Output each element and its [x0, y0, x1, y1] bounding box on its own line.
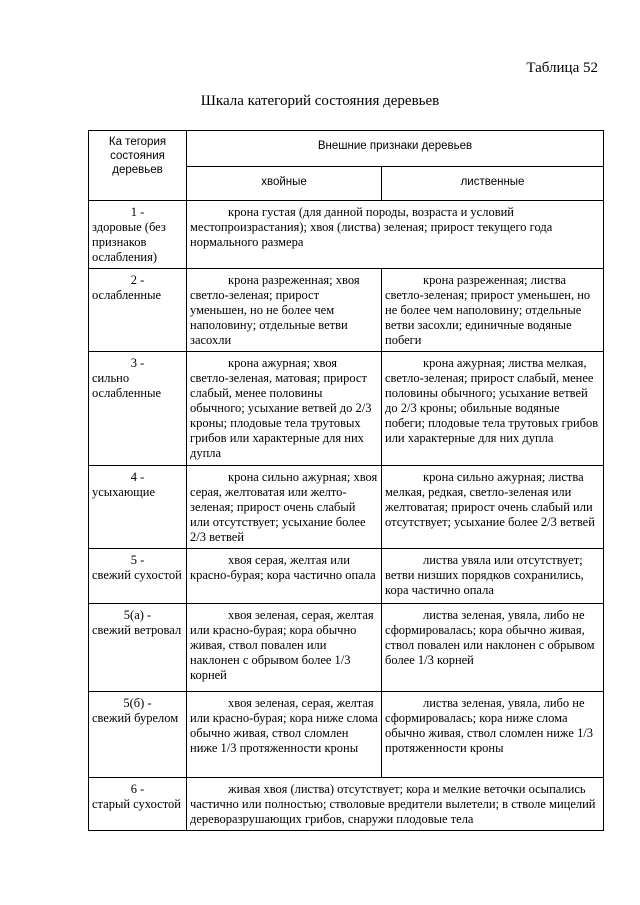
deciduous-cell: листва увяла или отсутствует; ветви низших порядков сохранились, кора частично опала — [382, 549, 604, 604]
conifer-cell: хвоя зеленая, серая, желтая или красно-бурая; кора обычно живая, ствол повален или наклонен с обрывом более 1/3 корней — [187, 604, 382, 692]
description-cell: живая хвоя (листва) отсутствует; кора и мелкие веточки осыпались частично или полностью; стволовые вредители вылетели; в стволе мицелий дереворазрушающих грибов, снаружи плодовые тела — [187, 778, 604, 831]
header-row — [89, 131, 604, 167]
deciduous-cell: крона сильно ажурная; листва мелкая, редкая, светло-зеленая или желтоватая; прирост очень слабый или отсутствует; усыхание более 2/3 ветвей — [382, 466, 604, 549]
category-number: 3 - — [130, 356, 145, 370]
table-row — [89, 604, 604, 692]
category-name: усыхающие — [92, 485, 156, 499]
conifer-header: хвойные — [187, 167, 382, 201]
table-row — [89, 466, 604, 549]
table-row — [89, 549, 604, 604]
category-name: старый сухостой — [92, 797, 181, 811]
category-header: Ка тегория состояния деревьев — [89, 131, 187, 201]
signs-header: Внешние признаки деревьев — [187, 131, 604, 167]
category-cell — [89, 352, 187, 466]
table-number-label: Таблица 52 — [526, 60, 598, 76]
table-row — [89, 201, 604, 269]
category-cell — [89, 269, 187, 352]
category-cell — [89, 604, 187, 692]
category-name: здоровые (без признаков ослабления) — [92, 220, 166, 264]
deciduous-cell: крона разреженная; листва светло-зеленая; прирост уменьшен, но не более чем наполовину; отдельные ветви засохли; единичные водяные побеги — [382, 269, 604, 352]
description-cell: крона густая (для данной породы, возраста и условий местопроизрастания); хвоя (листва) зеленая; прирост текущего года нормального размера — [187, 201, 604, 269]
table-title: Шкала категорий состояния деревьев — [200, 93, 440, 109]
category-number: 5 - — [130, 553, 145, 567]
category-name: свежий сухостой — [92, 568, 182, 582]
conifer-cell: хвоя зеленая, серая, желтая или красно-бурая; кора ниже слома обычно живая, ствол сломлен ниже 1/3 протяженности кроны — [187, 692, 382, 778]
category-number: 1 - — [130, 205, 145, 219]
conifer-cell: крона ажурная; хвоя светло-зеленая, матовая; прирост слабый, менее половины обычного; усыхание ветвей до 2/3 кроны; плодовые тела трутовых грибов или характерные для них дупла — [187, 352, 382, 466]
deciduous-cell: листва зеленая, увяла, либо не сформировалась; кора обычно живая, ствол повален или наклонен с обрывом более 1/3 корней — [382, 604, 604, 692]
category-number: 2 - — [130, 273, 145, 287]
category-number: 5(а) - — [123, 608, 152, 622]
table-row — [89, 269, 604, 352]
condition-scale-table — [88, 130, 604, 831]
category-name: свежий ветровал — [92, 623, 182, 637]
table-row — [89, 692, 604, 778]
conifer-cell: крона сильно ажурная; хвоя серая, желтоватая или желто-зеленая; прирост очень слабый или отсутствует; усыхание более 2/3 ветвей — [187, 466, 382, 549]
conifer-cell: крона разреженная; хвоя светло-зеленая; прирост уменьшен, но не более чем наполовину; отдельные ветви засохли — [187, 269, 382, 352]
category-number: 4 - — [130, 470, 145, 484]
category-cell — [89, 201, 187, 269]
category-cell — [89, 549, 187, 604]
category-cell — [89, 466, 187, 549]
category-name: сильно ослабленные — [92, 371, 162, 400]
conifer-cell: хвоя серая, желтая или красно-бурая; кора частично опала — [187, 549, 382, 604]
deciduous-cell: листва зеленая, увяла, либо не сформировалась; кора ниже слома обычно живая, ствол сломлен ниже 1/3 протяженности кроны — [382, 692, 604, 778]
category-number: 5(б) - — [123, 696, 152, 710]
category-name: ослабленные — [92, 288, 162, 302]
deciduous-header: лиственные — [382, 167, 604, 201]
deciduous-cell: крона ажурная; листва мелкая, светло-зеленая; прирост слабый, менее половины обычного; усыхание ветвей до 2/3 кроны; обильные водяные побеги; плодовые тела трутовых грибов или характерные для них дупла — [382, 352, 604, 466]
table-row — [89, 778, 604, 831]
table-row — [89, 352, 604, 466]
category-cell — [89, 778, 187, 831]
category-number: 6 - — [130, 782, 145, 796]
category-name: свежий бурелом — [92, 711, 179, 725]
category-cell — [89, 692, 187, 778]
